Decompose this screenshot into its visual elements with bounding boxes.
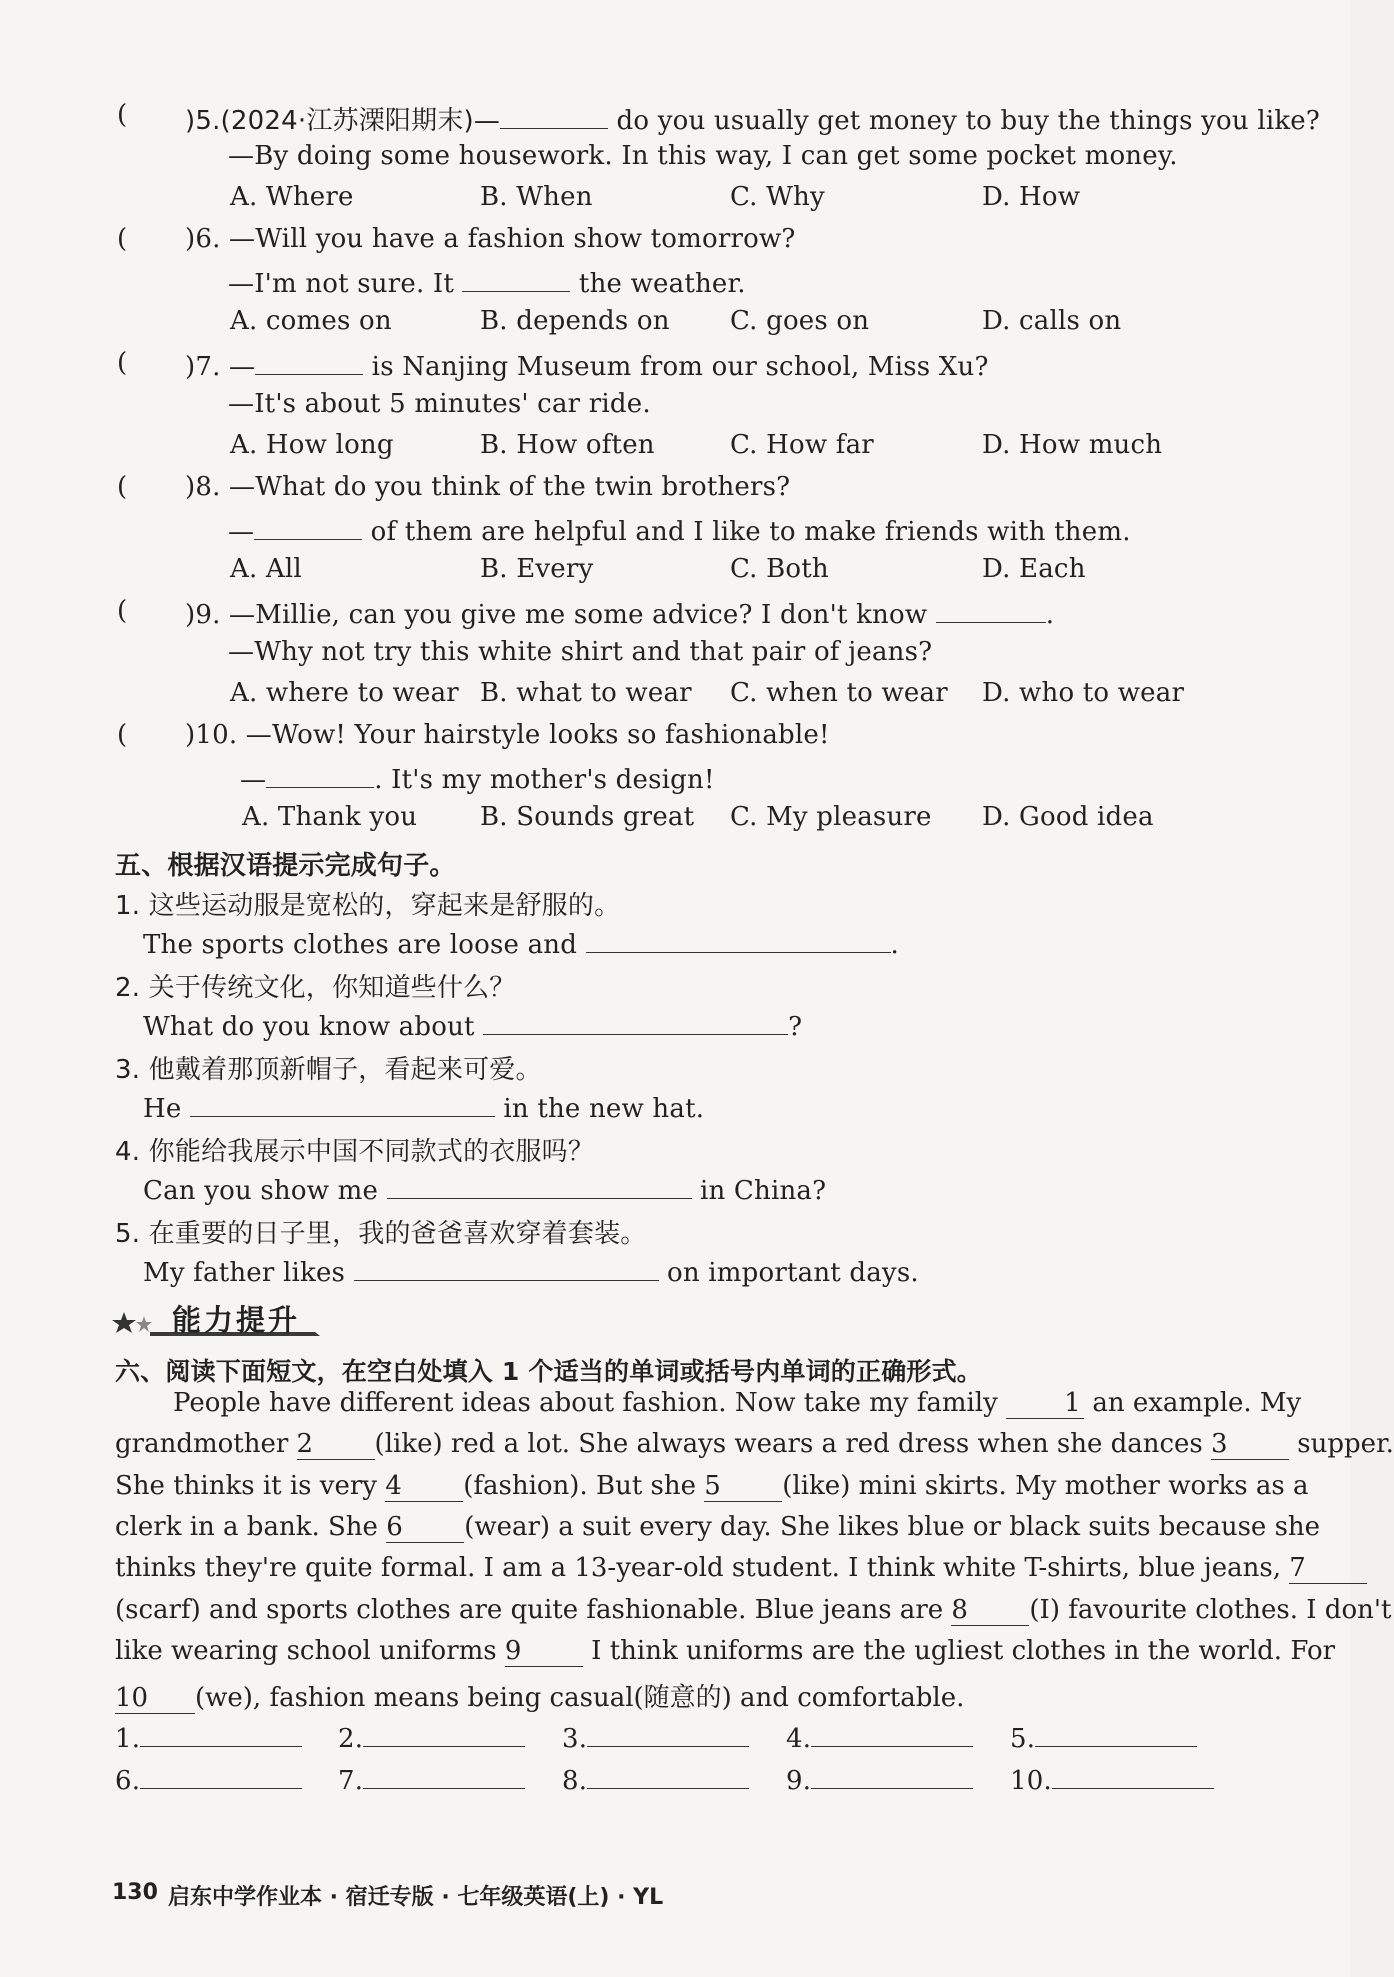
passage-text: supper. — [1289, 1429, 1394, 1460]
answer-number: 10. — [1010, 1766, 1052, 1796]
passage-line — [115, 1429, 1394, 1460]
option-a[interactable]: A. How long — [230, 430, 394, 460]
option-b[interactable]: B. Every — [480, 554, 594, 584]
section5-chinese-prompt: 4. 你能给我展示中国不同款式的衣服吗？ — [115, 1137, 595, 1167]
answer-blank[interactable] — [255, 348, 363, 375]
question-reply-pre: —I'm not sure. It — [228, 269, 463, 299]
question-reply-text: —Why not try this white shirt and that pair of jeans? — [228, 637, 933, 667]
sentence-post: . — [890, 930, 900, 960]
section5-chinese-prompt: 5. 在重要的日子里，我的爸爸喜欢穿着套装。 — [115, 1219, 647, 1249]
answer-slot — [786, 1720, 973, 1754]
passage-text: (fashion). But she — [463, 1470, 705, 1501]
passage-text: (scarf) and sports clothes are quite fashionable. Blue jeans are — [115, 1594, 952, 1625]
section5-heading: 五、根据汉语提示完成句子。 — [115, 851, 456, 881]
option-d[interactable]: D. How — [982, 182, 1081, 212]
answer-line[interactable] — [363, 1762, 525, 1789]
answer-blank[interactable] — [586, 926, 891, 953]
passage-line — [115, 1470, 1309, 1502]
option-a[interactable]: A. Thank you — [242, 802, 418, 832]
answer-number: 2. — [338, 1724, 364, 1754]
answer-slot — [338, 1720, 525, 1754]
option-c[interactable]: C. Why — [730, 182, 825, 212]
section5-chinese-prompt: 3. 他戴着那顶新帽子，看起来可爱。 — [115, 1055, 542, 1085]
option-d[interactable]: D. Good idea — [982, 802, 1154, 832]
option-c[interactable]: C. How far — [730, 430, 874, 460]
question-stem-after: do you usually get money to buy the things you like? — [608, 106, 1321, 136]
passage-blank-9[interactable]: 9 — [505, 1636, 583, 1667]
question-reply — [228, 141, 1178, 171]
question-reply-pre: — — [228, 517, 255, 547]
answer-slot — [338, 1762, 525, 1796]
question-stem-after: . — [1045, 600, 1055, 630]
question-paren[interactable]: ( — [117, 720, 128, 750]
question-stem — [185, 720, 830, 750]
passage-text: like wearing school uniforms — [115, 1635, 505, 1666]
section5-english-sentence — [143, 1090, 704, 1124]
question-stem-text: )7. — — [185, 352, 256, 382]
option-b[interactable]: B. depends on — [480, 306, 670, 336]
page-number: 130 — [112, 1880, 158, 1905]
answer-line[interactable] — [811, 1762, 973, 1789]
option-a[interactable]: A. All — [230, 554, 302, 584]
answer-slot — [562, 1762, 749, 1796]
passage-text: thinks they're quite formal. I am a 13-year-old student. I think white T-shirts, blue jeans, — [115, 1553, 1290, 1584]
passage-text: (I) favourite clothes. I don't — [1029, 1594, 1392, 1625]
answer-blank[interactable] — [483, 1008, 788, 1035]
answer-number: 7. — [338, 1766, 364, 1796]
answer-slot — [115, 1762, 302, 1796]
section5-chinese-prompt: 2. 关于传统文化，你知道些什么？ — [115, 973, 516, 1003]
sentence-pre: The sports clothes are loose and — [143, 930, 586, 960]
footer-title: 启东中学作业本 · 宿迁专版 · 七年级英语(上) · YL — [168, 1885, 664, 1910]
passage-line — [115, 1511, 1321, 1543]
answer-slot — [562, 1720, 749, 1754]
answer-number: 9. — [786, 1766, 812, 1796]
answer-blank[interactable] — [387, 1172, 692, 1199]
question-paren[interactable]: ( — [117, 348, 128, 378]
section5-english-sentence — [143, 1008, 802, 1042]
question-stem-text: )9. —Millie, can you give me some advice? I don't know — [185, 600, 936, 630]
option-b[interactable]: B. Sounds great — [480, 802, 695, 832]
answer-number: 6. — [115, 1766, 141, 1796]
answer-blank[interactable] — [936, 596, 1046, 623]
option-d[interactable]: D. calls on — [982, 306, 1122, 336]
passage-blank-4[interactable]: 4 — [385, 1471, 463, 1502]
question-reply-text: —It's about 5 minutes' car ride. — [228, 389, 651, 419]
option-b[interactable]: B. what to wear — [480, 678, 692, 708]
question-stem — [185, 472, 790, 502]
question-paren[interactable]: ( — [117, 596, 128, 626]
option-a[interactable]: A. comes on — [230, 306, 392, 336]
ability-banner — [110, 1298, 325, 1338]
question-reply — [228, 513, 1131, 547]
sentence-pre: He — [143, 1094, 190, 1124]
option-b[interactable]: B. When — [480, 182, 593, 212]
answer-number: 3. — [562, 1724, 588, 1754]
passage-text: People have different ideas about fashion. Now take my family — [173, 1388, 1007, 1418]
option-d[interactable]: D. Each — [982, 554, 1086, 584]
answer-slot — [1010, 1720, 1197, 1754]
question-paren[interactable]: ( — [117, 224, 128, 254]
question-reply-post: . It's my mother's design! — [374, 765, 715, 795]
sentence-post: in the new hat. — [494, 1094, 705, 1124]
passage-blank-2[interactable]: 2 — [297, 1429, 375, 1460]
sentence-post: ? — [788, 1012, 803, 1042]
answer-line[interactable] — [140, 1720, 302, 1747]
option-a[interactable]: A. where to wear — [230, 678, 459, 708]
passage-text: clerk in a bank. She — [115, 1511, 387, 1542]
question-stem-after: is Nanjing Museum from our school, Miss Xu? — [363, 352, 989, 382]
passage-blank-1[interactable]: 1 — [1006, 1388, 1084, 1419]
question-reply — [228, 637, 932, 667]
option-a[interactable]: A. Where — [230, 182, 354, 212]
question-reply-post: of them are helpful and I like to make friends with them. — [362, 517, 1131, 547]
sentence-pre: What do you know about — [143, 1012, 484, 1042]
passage-blank-10[interactable]: 10 — [115, 1683, 195, 1714]
answer-slot — [786, 1762, 973, 1796]
question-stem — [185, 100, 1320, 137]
passage-blank-6[interactable]: 6 — [386, 1512, 464, 1543]
passage-blank-8[interactable]: 8 — [951, 1595, 1029, 1626]
question-reply-post: the weather. — [570, 269, 746, 299]
answer-blank[interactable] — [254, 513, 362, 540]
answer-line[interactable] — [140, 1762, 302, 1789]
answer-blank[interactable] — [354, 1254, 659, 1281]
sentence-pre: Can you show me — [143, 1176, 387, 1206]
passage-text: grandmother — [115, 1429, 297, 1460]
passage-blank-7[interactable]: 7 — [1289, 1553, 1367, 1584]
answer-line[interactable] — [587, 1762, 749, 1789]
answer-line[interactable] — [1035, 1720, 1197, 1747]
option-c[interactable]: C. when to wear — [730, 678, 948, 708]
section5-english-sentence — [143, 1172, 826, 1206]
question-reply — [240, 761, 715, 795]
answer-slot — [1010, 1762, 1214, 1796]
sentence-post: on important days. — [658, 1258, 919, 1288]
passage-line — [115, 1553, 1306, 1584]
passage-text: an example. My — [1084, 1388, 1302, 1418]
question-reply — [228, 389, 651, 419]
question-stem-text: )6. —Will you have a fashion show tomorrow? — [185, 224, 796, 254]
answer-blank[interactable] — [500, 102, 608, 129]
section5-english-sentence — [143, 926, 899, 960]
option-c[interactable]: C. My pleasure — [730, 802, 932, 832]
passage-blank-3[interactable]: 3 — [1211, 1429, 1289, 1460]
passage-text: I think uniforms are the ugliest clothes in the world. For — [582, 1635, 1336, 1666]
answer-slot — [115, 1720, 302, 1754]
banner-title: 能力提升 — [172, 1303, 301, 1337]
question-reply — [228, 265, 746, 299]
passage-text: (we), fashion means being casual(随意的) and comfortable. — [195, 1683, 965, 1714]
answer-line[interactable] — [811, 1720, 973, 1747]
answer-blank[interactable] — [266, 761, 374, 788]
answer-line[interactable] — [363, 1720, 525, 1747]
option-d[interactable]: D. who to wear — [982, 678, 1185, 708]
passage-line — [115, 1635, 1336, 1667]
passage-text: She thinks it is very — [115, 1470, 386, 1501]
answer-number: 5. — [1010, 1724, 1036, 1754]
passage-text: (wear) a suit every day. She likes blue or black suits because she — [464, 1511, 1321, 1542]
answer-blank[interactable] — [190, 1090, 495, 1117]
question-reply-pre: — — [240, 765, 267, 795]
section5-english-sentence — [143, 1254, 919, 1288]
sentence-pre: My father likes — [143, 1258, 354, 1288]
section6-heading: 六、阅读下面短文，在空白处填入 1 个适当的单词或括号内单词的正确形式。 — [115, 1357, 983, 1386]
option-c[interactable]: C. Both — [730, 554, 829, 584]
answer-number: 8. — [562, 1766, 588, 1796]
answer-line[interactable] — [587, 1720, 749, 1747]
passage-text: (like) red a lot. She always wears a red dress when she dances — [374, 1429, 1212, 1460]
option-d[interactable]: D. How much — [982, 430, 1163, 460]
answer-number: 4. — [786, 1724, 812, 1754]
question-reply-text: —By doing some housework. In this way, I can get some pocket money. — [228, 141, 1178, 171]
passage-line — [115, 1677, 1270, 1714]
question-stem-text: )10. —Wow! Your hairstyle looks so fashionable! — [185, 720, 830, 750]
section5-chinese-prompt: 1. 这些运动服是宽松的，穿起来是舒服的。 — [115, 891, 621, 921]
option-c[interactable]: C. goes on — [730, 306, 870, 336]
question-stem-text: )8. —What do you think of the twin brothers? — [185, 472, 791, 502]
answer-number: 1. — [115, 1724, 141, 1754]
answer-line[interactable] — [1052, 1762, 1214, 1789]
question-stem — [185, 348, 989, 382]
passage-line — [115, 1594, 1392, 1626]
answer-blank[interactable] — [462, 265, 570, 292]
question-stem — [185, 224, 796, 254]
question-paren[interactable]: ( — [117, 100, 128, 130]
passage-text: (like) mini skirts. My mother works as a — [782, 1470, 1309, 1501]
question-paren[interactable]: ( — [117, 472, 128, 502]
sentence-post: in China? — [691, 1176, 827, 1206]
passage-line — [115, 1388, 1302, 1419]
question-stem — [185, 596, 1054, 630]
passage-blank-5[interactable]: 5 — [704, 1471, 782, 1502]
option-b[interactable]: B. How often — [480, 430, 655, 460]
question-stem-text: )5.(2024·江苏溧阳期末)— — [185, 106, 501, 136]
